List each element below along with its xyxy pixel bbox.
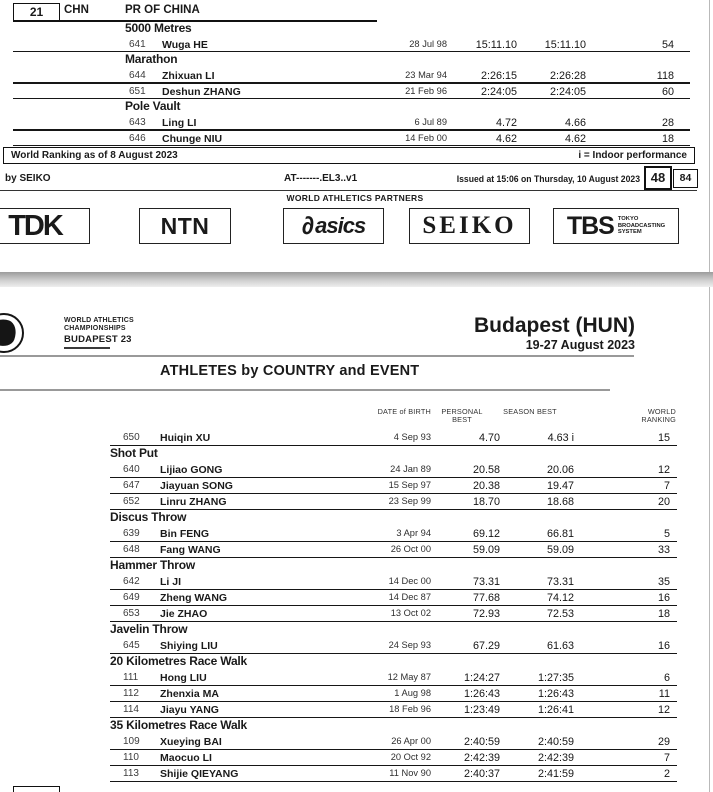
row-underline	[110, 509, 677, 510]
world-ranking: 11	[658, 688, 670, 700]
personal-best: 77.68	[472, 592, 500, 604]
season-best: 1:26:41	[537, 704, 574, 716]
athlete-name: Jiayu YANG	[160, 704, 219, 716]
seiko-logo-text: SEIKO	[422, 212, 517, 239]
logo-line-2: CHAMPIONSHIPS	[64, 325, 126, 332]
athlete-name: Xueying BAI	[160, 736, 222, 748]
bib-number: 640	[123, 464, 140, 475]
personal-best: 69.12	[472, 528, 500, 540]
season-best: 2:42:39	[537, 752, 574, 764]
column-header-date-of-birth	[351, 408, 431, 416]
season-best: 4.63 i	[547, 432, 574, 444]
athlete-row	[0, 670, 713, 686]
row-underline	[110, 445, 677, 446]
world-ranking: 33	[657, 544, 670, 556]
column-label: DATE of BIRTH	[377, 407, 431, 416]
row-underline	[13, 98, 690, 99]
season-best: 59.09	[546, 544, 574, 556]
date-of-birth: 23 Mar 94	[405, 69, 447, 80]
athlete-row	[0, 478, 713, 494]
tdk-logo-text: TDK	[8, 209, 62, 242]
date-of-birth: 21 Feb 96	[405, 85, 447, 96]
world-ranking: 118	[656, 69, 674, 82]
date-of-birth: 6 Jul 89	[414, 116, 447, 127]
date-of-birth: 15 Sep 97	[388, 480, 431, 490]
athlete-row	[0, 526, 713, 542]
season-best: 1:26:43	[537, 688, 574, 700]
season-best: 18.68	[546, 496, 574, 508]
row-underline	[13, 51, 690, 52]
personal-best: 73.31	[472, 576, 500, 588]
page-total-box: 84	[673, 169, 698, 188]
date-of-birth: 26 Oct 00	[390, 544, 431, 554]
athlete-name: Zhenxia MA	[160, 688, 219, 700]
personal-best: 20.58	[472, 464, 500, 476]
athlete-name: Lijiao GONG	[160, 464, 223, 476]
world-ranking: 18	[657, 608, 670, 620]
athlete-name: Chunge NIU	[162, 132, 223, 145]
partners-title: WORLD ATHLETICS PARTNERS	[286, 193, 424, 203]
personal-best: 59.09	[472, 544, 500, 556]
personal-best: 4.70	[478, 432, 500, 444]
world-ranking: 2	[663, 768, 670, 780]
bib-number: 646	[129, 132, 146, 144]
athlete-row	[0, 590, 713, 606]
world-ranking: 12	[657, 704, 670, 716]
bib-number: 648	[123, 544, 140, 555]
event-header: Javelin Throw	[110, 622, 188, 636]
personal-best: 2:42:39	[463, 752, 500, 764]
page-number-box: 48	[644, 166, 672, 190]
bib-number: 114	[123, 704, 139, 715]
column-header-season-best	[486, 408, 574, 416]
bib-number: 647	[123, 480, 140, 491]
bib-number: 651	[129, 85, 146, 97]
athlete-row	[0, 131, 713, 147]
bib-number: 113	[123, 768, 139, 779]
athlete-name: Wuga HE	[162, 38, 208, 51]
season-best: 19.47	[546, 480, 574, 492]
athlete-row	[0, 84, 713, 100]
athlete-row	[0, 37, 713, 53]
athlete-name: Zhixuan LI	[162, 69, 215, 82]
column-header-world-ranking	[598, 408, 676, 424]
event-header: Pole Vault	[125, 99, 181, 114]
world-ranking: 7	[663, 752, 670, 764]
column-label: SEASON BEST	[503, 407, 557, 416]
bib-number: 649	[123, 592, 140, 603]
next-country-box	[13, 786, 60, 792]
athlete-row	[0, 686, 713, 702]
athlete-name: Zheng WANG	[160, 592, 228, 604]
event-header: Discus Throw	[110, 510, 187, 524]
world-ranking: 16	[657, 640, 670, 652]
bib-number: 653	[123, 608, 140, 619]
athlete-row	[0, 606, 713, 622]
athlete-row	[0, 430, 713, 446]
world-ranking: 28	[661, 116, 674, 129]
logo-line-3: BUDAPEST 23	[64, 334, 132, 345]
date-of-birth: 26 Apr 00	[391, 736, 431, 746]
page-right-edge	[709, 287, 710, 792]
column-label: BEST	[452, 415, 472, 425]
season-best: 1:27:35	[537, 672, 574, 684]
date-of-birth: 14 Dec 87	[388, 592, 431, 602]
bib-number: 111	[123, 672, 139, 683]
world-ranking: 6	[663, 672, 670, 684]
row-underline	[110, 557, 677, 558]
event-header: Hammer Throw	[110, 558, 195, 572]
world-ranking: 15	[657, 432, 670, 444]
athlete-name: Huiqin XU	[160, 432, 211, 444]
athlete-row	[0, 750, 713, 766]
athlete-name: Maocuo LI	[160, 752, 212, 764]
world-ranking-note: World Ranking as of 8 August 2023	[11, 150, 178, 161]
personal-best: 67.29	[472, 640, 500, 652]
world-ranking: 29	[657, 736, 670, 748]
personal-best: 72.93	[472, 608, 500, 620]
date-of-birth: 24 Sep 93	[388, 640, 431, 650]
athlete-row	[0, 542, 713, 558]
page-separator	[0, 272, 713, 287]
seiko-logo	[409, 208, 530, 244]
date-of-birth: 28 Jul 98	[409, 38, 447, 49]
athlete-row	[0, 494, 713, 510]
athlete-row	[0, 574, 713, 590]
season-best: 15:11.10	[544, 38, 586, 51]
athlete-row	[0, 462, 713, 478]
personal-best: 1:24:27	[463, 672, 500, 684]
world-ranking: 35	[657, 576, 670, 588]
athlete-name: Deshun ZHANG	[162, 85, 241, 98]
pdf-page-48	[0, 0, 713, 272]
personal-best: 18.70	[472, 496, 500, 508]
page-right-edge	[709, 0, 710, 272]
indoor-performance-note: i = Indoor performance	[578, 150, 687, 161]
personal-best: 2:26:15	[480, 69, 517, 82]
athlete-row	[0, 68, 713, 84]
personal-best: 1:23:49	[463, 704, 500, 716]
column-label: RANKING	[641, 415, 676, 425]
personal-best: 1:26:43	[463, 688, 500, 700]
bib-number: 639	[123, 528, 140, 539]
header-divider	[0, 355, 634, 357]
personal-best: 15:11.10	[475, 38, 517, 51]
date-of-birth: 12 May 87	[387, 672, 431, 682]
season-best: 66.81	[546, 528, 574, 540]
athlete-name: Fang WANG	[160, 544, 221, 556]
date-of-birth: 3 Apr 94	[396, 528, 431, 538]
bib-number: 652	[123, 496, 140, 507]
world-ranking: 7	[663, 480, 670, 492]
season-best: 20.06	[546, 464, 574, 476]
tbs-sub-line: TOKYO	[617, 216, 639, 223]
asics-logo	[283, 208, 384, 244]
athlete-name: Shiying LIU	[160, 640, 218, 652]
personal-best: 2:40:37	[463, 768, 500, 780]
world-ranking: 20	[657, 496, 670, 508]
athlete-name: Hong LIU	[160, 672, 207, 684]
column-label: PERSONAL	[441, 407, 483, 416]
issued-timestamp: Issued at 15:06 on Thursday, 10 August 2023	[456, 174, 640, 185]
bib-number: 641	[129, 38, 146, 50]
season-best: 73.31	[546, 576, 574, 588]
season-best: 4.66	[564, 116, 586, 129]
tbs-logo-subtext	[618, 216, 665, 236]
world-ranking: 5	[663, 528, 670, 540]
bib-number: 109	[123, 736, 140, 747]
season-best: 72.53	[546, 608, 574, 620]
pdf-page-49	[0, 287, 713, 792]
date-of-birth: 14 Feb 00	[405, 132, 447, 143]
date-of-birth: 13 Oct 02	[390, 608, 431, 618]
bib-number: 645	[123, 640, 140, 651]
asics-logo-text: asics	[315, 213, 366, 238]
event-header: Shot Put	[110, 446, 158, 460]
legend-bar	[3, 147, 695, 164]
asics-spiral-icon: ∂	[301, 211, 315, 240]
personal-best: 4.62	[495, 132, 517, 145]
column-label: WORLD	[647, 407, 676, 416]
tdk-logo	[0, 208, 90, 244]
season-best: 74.12	[546, 592, 574, 604]
athlete-name: Ling LI	[162, 116, 197, 129]
personal-best: 2:40:59	[463, 736, 500, 748]
tbs-logo-text: TBS	[566, 211, 614, 240]
athlete-name: Jie ZHAO	[160, 608, 208, 620]
tbs-sub-line: BROADCASTING	[617, 222, 666, 229]
event-dates: 19-27 August 2023	[525, 338, 635, 352]
date-of-birth: 4 Sep 93	[393, 432, 431, 442]
report-code: AT-------.EL3..v1	[284, 173, 358, 184]
row-underline	[110, 621, 677, 622]
bib-number: 110	[123, 752, 139, 763]
world-ranking: 54	[661, 38, 674, 51]
country-entry-number: 21	[13, 3, 60, 21]
athlete-name: Bin FENG	[160, 528, 209, 540]
title-divider	[0, 389, 610, 391]
row-underline	[110, 781, 677, 782]
season-best: 2:40:59	[537, 736, 574, 748]
bib-number: 644	[129, 69, 146, 81]
date-of-birth: 20 Oct 92	[390, 752, 431, 762]
world-ranking: 18	[661, 132, 674, 145]
report-title: ATHLETES by COUNTRY and EVENT	[160, 363, 420, 379]
country-code: CHN	[64, 4, 89, 16]
athlete-row	[0, 734, 713, 750]
host-city: Budapest (HUN)	[474, 314, 635, 337]
event-header: Marathon	[125, 52, 178, 67]
event-header: 20 Kilometres Race Walk	[110, 654, 248, 668]
tbs-logo	[553, 208, 679, 244]
season-best: 61.63	[546, 640, 574, 652]
date-of-birth: 14 Dec 00	[388, 576, 431, 586]
bib-number: 643	[129, 116, 146, 128]
bib-number: 642	[123, 576, 140, 587]
athlete-name: Linru ZHANG	[160, 496, 227, 508]
logo-underline	[64, 347, 110, 349]
date-of-birth: 18 Feb 96	[389, 704, 431, 714]
season-best: 2:24:05	[549, 85, 586, 98]
country-name: PR OF CHINA	[125, 4, 200, 16]
season-best: 4.62	[564, 132, 586, 145]
ntn-logo-text: NTN	[160, 212, 210, 239]
bib-number: 112	[123, 688, 139, 699]
tbs-sub-line: SYSTEM	[617, 229, 642, 236]
athlete-row	[0, 115, 713, 131]
logo-line-1: WORLD ATHLETICS	[64, 317, 134, 324]
world-ranking: 16	[657, 592, 670, 604]
date-of-birth: 1 Aug 98	[394, 688, 431, 698]
season-best: 2:26:28	[549, 69, 586, 82]
event-header: 35 Kilometres Race Walk	[110, 718, 248, 732]
athlete-name: Jiayuan SONG	[160, 480, 233, 492]
athlete-row	[0, 702, 713, 718]
personal-best: 4.72	[495, 116, 517, 129]
personal-best: 20.38	[472, 480, 500, 492]
event-header: 5000 Metres	[125, 21, 192, 35]
date-of-birth: 11 Nov 90	[389, 768, 431, 778]
country-header-underline	[13, 20, 377, 22]
date-of-birth: 24 Jan 89	[390, 464, 431, 474]
athlete-name: Shijie QIEYANG	[160, 768, 239, 780]
athlete-row	[0, 766, 713, 782]
world-ranking: 60	[661, 85, 674, 98]
footer-rule	[0, 190, 697, 191]
ntn-logo	[139, 208, 231, 244]
world-ranking: 12	[657, 464, 670, 476]
timing-provider: by SEIKO	[5, 173, 51, 184]
bib-number: 650	[123, 432, 140, 443]
athlete-name: Li JI	[160, 576, 182, 588]
date-of-birth: 23 Sep 99	[388, 496, 431, 506]
athlete-row	[0, 638, 713, 654]
season-best: 2:41:59	[537, 768, 574, 780]
personal-best: 2:24:05	[480, 85, 517, 98]
